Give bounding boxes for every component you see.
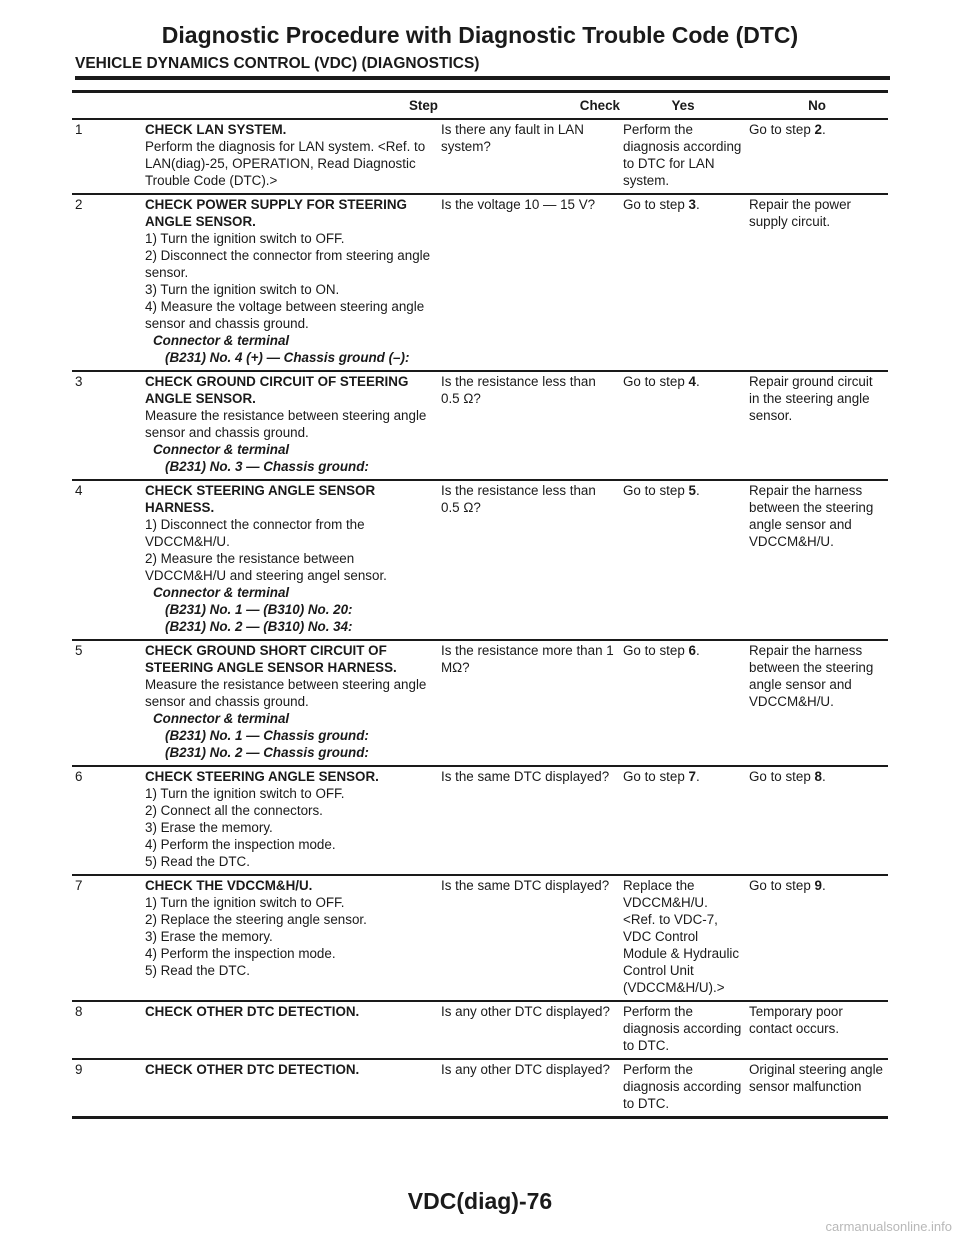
- watermark: carmanualsonline.info: [825, 1219, 952, 1234]
- yes-action: [620, 371, 746, 480]
- step-title: CHECK POWER SUPPLY FOR STEERING ANGLE SENSOR.: [145, 197, 407, 229]
- no-text: Original steering angle sensor malfunction: [749, 1062, 883, 1094]
- yes-text: Perform the diagnosis according to DTC.: [623, 1004, 742, 1053]
- section-title: VEHICLE DYNAMICS CONTROL (VDC) (DIAGNOSTICS): [75, 55, 480, 72]
- yes-text: Perform the diagnosis according to DTC.: [623, 1062, 742, 1111]
- connector-terminal: (B231) No. 1 — Chassis ground:: [165, 728, 369, 743]
- no-step-ref: 9: [814, 878, 822, 893]
- connector-heading: Connector & terminal: [153, 711, 290, 726]
- connector-heading: Connector & terminal: [153, 442, 290, 457]
- step-instruction: 3) Erase the memory.: [145, 820, 273, 835]
- step-instruction: 1) Turn the ignition switch to OFF.: [145, 895, 345, 910]
- step-instruction: 3) Turn the ignition switch to ON.: [145, 282, 340, 297]
- table-row: [72, 640, 888, 766]
- step-instruction: 2) Connect all the connectors.: [145, 803, 323, 818]
- yes-action: [620, 1059, 746, 1118]
- header-step: Step: [408, 98, 438, 113]
- table-row: [72, 194, 888, 371]
- no-text: Repair the harness between the steering angle sensor and VDCCM&H/U.: [749, 643, 874, 709]
- yes-suffix: .: [695, 197, 700, 212]
- step-description: [142, 480, 438, 640]
- yes-text: Perform the diagnosis according to DTC for LAN system.: [623, 122, 742, 188]
- title-rule: [75, 76, 890, 80]
- connector-terminal: (B231) No. 4 (+) — Chassis ground (–):: [165, 350, 410, 365]
- no-text: Repair ground circuit in the steering angle sensor.: [749, 374, 873, 423]
- connector-terminal: (B231) No. 2 — (B310) No. 34:: [165, 619, 353, 634]
- no-action: [746, 640, 888, 766]
- step-description: [142, 1059, 438, 1118]
- no-text: Go to step: [749, 122, 815, 137]
- step-description: [142, 766, 438, 875]
- yes-step-ref: 7: [688, 769, 696, 784]
- yes-suffix: .: [695, 643, 700, 658]
- step-instruction: 4) Measure the voltage between steering angle sensor and chassis ground.: [145, 299, 425, 331]
- check-question: Is there any fault in LAN system?: [441, 122, 584, 154]
- step-title: CHECK OTHER DTC DETECTION.: [145, 1004, 360, 1019]
- check-question: Is the same DTC displayed?: [441, 878, 610, 893]
- yes-action: [620, 766, 746, 875]
- no-step-ref: 8: [814, 769, 822, 784]
- yes-text: Go to step: [623, 769, 689, 784]
- no-text: Go to step: [749, 769, 815, 784]
- table-header-row: [72, 92, 888, 120]
- no-text: Repair the power supply circuit.: [749, 197, 851, 229]
- step-number: 2: [75, 197, 83, 212]
- step-number: 5: [75, 643, 83, 658]
- no-suffix: .: [821, 122, 826, 137]
- step-title: CHECK LAN SYSTEM.: [145, 122, 287, 137]
- step-instruction: 2) Measure the resistance between VDCCM&H/U and steering angel sensor.: [145, 551, 387, 583]
- no-text: Repair the harness between the steering angle sensor and VDCCM&H/U.: [749, 483, 874, 549]
- table-row: [72, 119, 888, 194]
- step-number: 9: [75, 1062, 83, 1077]
- yes-step-ref: 5: [688, 483, 696, 498]
- diagnostic-procedure-table: [72, 90, 888, 1119]
- step-number: 8: [75, 1004, 83, 1019]
- header-yes: Yes: [671, 98, 695, 113]
- step-instruction: 5) Read the DTC.: [145, 963, 250, 978]
- step-instruction: 5) Read the DTC.: [145, 854, 250, 869]
- no-text: Temporary poor contact occurs.: [749, 1004, 843, 1036]
- yes-step-ref: 4: [688, 374, 696, 389]
- step-instruction: 1) Turn the ignition switch to OFF.: [145, 231, 345, 246]
- check-question: Is the resistance more than 1 MΩ?: [441, 643, 614, 675]
- header-no: No: [808, 98, 826, 113]
- step-number: 7: [75, 878, 83, 893]
- check-question: Is any other DTC displayed?: [441, 1004, 610, 1019]
- step-title: CHECK STEERING ANGLE SENSOR HARNESS.: [145, 483, 376, 515]
- step-description: [142, 875, 438, 1001]
- connector-heading: Connector & terminal: [153, 585, 290, 600]
- yes-text: Replace the VDCCM&H/U. <Ref. to VDC-7, VDC Control Module & Hydraulic Control Unit (VDCCM&H/U).>: [623, 878, 740, 995]
- step-instruction: 4) Perform the inspection mode.: [145, 837, 336, 852]
- page-number: VDC(diag)-76: [407, 1188, 553, 1214]
- step-title: CHECK GROUND SHORT CIRCUIT OF STEERING ANGLE SENSOR HARNESS.: [145, 643, 397, 675]
- check-question: Is the resistance less than 0.5 Ω?: [441, 374, 596, 406]
- connector-terminal: (B231) No. 1 — (B310) No. 20:: [165, 602, 353, 617]
- step-title: CHECK GROUND CIRCUIT OF STEERING ANGLE SENSOR.: [145, 374, 409, 406]
- table-row: [72, 371, 888, 480]
- no-action: [746, 1001, 888, 1059]
- step-number: 6: [75, 769, 83, 784]
- step-description: [142, 194, 438, 371]
- yes-text: Go to step: [623, 374, 689, 389]
- no-action: [746, 371, 888, 480]
- no-suffix: .: [821, 769, 826, 784]
- no-action: [746, 1059, 888, 1118]
- yes-action: [620, 875, 746, 1001]
- check-question: Is the same DTC displayed?: [441, 769, 610, 784]
- table-row: [72, 1001, 888, 1059]
- yes-action: [620, 1001, 746, 1059]
- table-row: [72, 766, 888, 875]
- step-instruction: Measure the resistance between steering angle sensor and chassis ground.: [145, 408, 427, 440]
- yes-suffix: .: [695, 769, 700, 784]
- step-number: 1: [75, 122, 83, 137]
- step-title: CHECK STEERING ANGLE SENSOR.: [145, 769, 379, 784]
- yes-suffix: .: [695, 483, 700, 498]
- table-row: [72, 875, 888, 1001]
- yes-suffix: .: [695, 374, 700, 389]
- header-check: Check: [579, 98, 620, 113]
- connector-terminal: (B231) No. 3 — Chassis ground:: [165, 459, 369, 474]
- connector-heading: Connector & terminal: [153, 333, 290, 348]
- step-instruction: 1) Disconnect the connector from the VDCCM&H/U.: [145, 517, 365, 549]
- table-row: [72, 480, 888, 640]
- step-number: 4: [75, 483, 83, 498]
- check-question: Is the resistance less than 0.5 Ω?: [441, 483, 596, 515]
- step-number: 3: [75, 374, 83, 389]
- step-description: [142, 640, 438, 766]
- check-question: Is the voltage 10 — 15 V?: [441, 197, 596, 212]
- step-description: [142, 119, 438, 194]
- no-action: [746, 766, 888, 875]
- no-action: [746, 875, 888, 1001]
- no-step-ref: 2: [814, 122, 822, 137]
- step-description: [142, 1001, 438, 1059]
- no-action: [746, 194, 888, 371]
- yes-action: [620, 480, 746, 640]
- page-title: Diagnostic Procedure with Diagnostic Trouble Code (DTC): [161, 22, 799, 48]
- step-instruction: Measure the resistance between steering angle sensor and chassis ground.: [145, 677, 427, 709]
- no-action: [746, 480, 888, 640]
- yes-text: Go to step: [623, 643, 689, 658]
- step-description: [142, 371, 438, 480]
- step-instruction: 2) Disconnect the connector from steering angle sensor.: [145, 248, 431, 280]
- yes-action: [620, 194, 746, 371]
- connector-terminal: (B231) No. 2 — Chassis ground:: [165, 745, 369, 760]
- no-text: Go to step: [749, 878, 815, 893]
- table-row: [72, 1059, 888, 1118]
- no-suffix: .: [821, 878, 826, 893]
- step-instruction: 4) Perform the inspection mode.: [145, 946, 336, 961]
- yes-action: [620, 119, 746, 194]
- yes-step-ref: 3: [688, 197, 696, 212]
- step-title: CHECK OTHER DTC DETECTION.: [145, 1062, 360, 1077]
- no-action: [746, 119, 888, 194]
- check-question: Is any other DTC displayed?: [441, 1062, 610, 1077]
- step-instruction: 2) Replace the steering angle sensor.: [145, 912, 367, 927]
- step-title: CHECK THE VDCCM&H/U.: [145, 878, 313, 893]
- step-instruction: Perform the diagnosis for LAN system. <Ref. to LAN(diag)-25, OPERATION, Read Diagnostic Trouble Code (DTC).>: [145, 139, 426, 188]
- step-instruction: 3) Erase the memory.: [145, 929, 273, 944]
- yes-text: Go to step: [623, 197, 689, 212]
- step-instruction: 1) Turn the ignition switch to OFF.: [145, 786, 345, 801]
- yes-action: [620, 640, 746, 766]
- yes-step-ref: 6: [688, 643, 696, 658]
- yes-text: Go to step: [623, 483, 689, 498]
